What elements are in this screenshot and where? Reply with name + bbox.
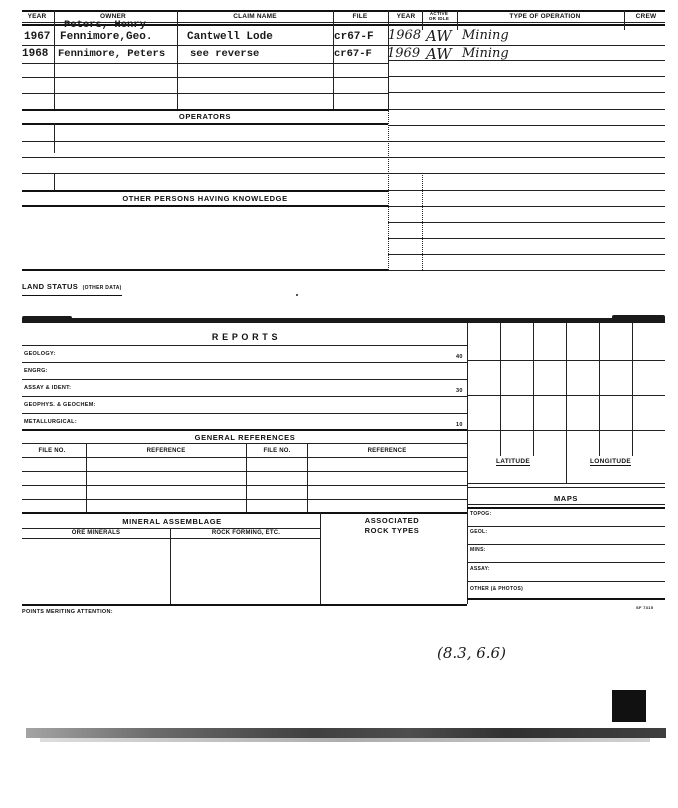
map-assay-label: ASSAY: (470, 566, 490, 572)
reports-heading: R E P O R T S (211, 332, 279, 342)
header-year-2: YEAR (396, 13, 416, 20)
row1-status: AW (426, 27, 452, 45)
row1-op-year: 1968 (388, 28, 422, 43)
row2-file: cr67-F (334, 48, 372, 60)
row1-operation: Mining (462, 28, 509, 43)
land-status-subtitle: (OTHER DATA) (82, 285, 122, 291)
header-file: FILE (352, 13, 368, 20)
other-persons-heading: OTHER PERSONS HAVING KNOWLEDGE (122, 194, 288, 203)
row2-status: AW (426, 45, 452, 63)
row1-owner-line1: Peters, Henry (64, 19, 146, 31)
row2-owner: Fennimore, Peters (58, 48, 166, 60)
row2-op-year: 1969 (387, 46, 421, 61)
general-references-heading: GENERAL REFERENCES (194, 433, 296, 442)
row2-operation: Mining (462, 46, 509, 61)
header-or-idle: OR IDLE (428, 16, 450, 21)
report-metallurgical-code: 10 (456, 422, 463, 428)
form-code: SF 7315 (636, 605, 654, 610)
row1-owner-line2: Fennimore,Geo. (60, 31, 153, 43)
report-assay-label: ASSAY & IDENT: (24, 385, 72, 391)
row2-claim-name: see reverse (190, 48, 260, 60)
mineral-assemblage-heading: MINERAL ASSEMBLAGE (122, 517, 222, 526)
ore-minerals-header: ORE MINERALS (71, 530, 121, 536)
ref-header-file-no-2: FILE NO. (263, 448, 291, 454)
row1-year: 1967 (24, 31, 51, 43)
report-engrg-label: ENGRG: (24, 368, 48, 374)
associated-heading: ASSOCIATED (364, 516, 420, 525)
header-type-of-operation: TYPE OF OPERATION (509, 13, 581, 20)
report-metallurgical-label: METALLURGICAL: (24, 419, 77, 425)
map-other-label: OTHER (& PHOTOS) (470, 586, 524, 592)
row1-claim-name: Cantwell Lode (187, 31, 273, 43)
maps-heading: MAPS (553, 494, 579, 503)
ref-header-reference-1: REFERENCE (146, 448, 186, 454)
latitude-label: LATITUDE (496, 458, 531, 465)
handwritten-coordinates: (8.3, 6.6) (437, 644, 506, 662)
rock-types-heading: ROCK TYPES (364, 526, 420, 535)
operators-heading: OPERATORS (178, 112, 232, 121)
row2-year: 1968 (22, 48, 49, 60)
report-geology-label: GEOLOGY: (24, 351, 56, 357)
report-geology-code: 40 (456, 354, 463, 360)
header-year: YEAR (27, 13, 47, 20)
header-owner: OWNER (100, 13, 126, 20)
map-geol-label: GEOL: (470, 529, 488, 535)
header-active: ACTIVE (429, 11, 449, 16)
header-claim-name: CLAIM NAME (233, 13, 277, 20)
report-geophys-label: GEOPHYS. & GEOCHEM: (24, 402, 96, 408)
ref-header-file-no-1: FILE NO. (38, 448, 66, 454)
map-topog-label: TOPOG: (470, 511, 492, 517)
report-assay-code: 30 (456, 388, 463, 394)
rock-forming-header: ROCK FORMING, ETC. (211, 530, 281, 536)
map-mins-label: MINS: (470, 547, 486, 553)
land-status-label (22, 276, 122, 296)
header-crew: CREW (635, 13, 657, 20)
longitude-label: LONGITUDE (590, 458, 631, 465)
points-meriting-attention: POINTS MERITING ATTENTION: (22, 609, 113, 615)
ref-header-reference-2: REFERENCE (367, 448, 407, 454)
row1-file: cr67-F (334, 31, 374, 43)
land-status-title: LAND STATUS (22, 282, 79, 291)
